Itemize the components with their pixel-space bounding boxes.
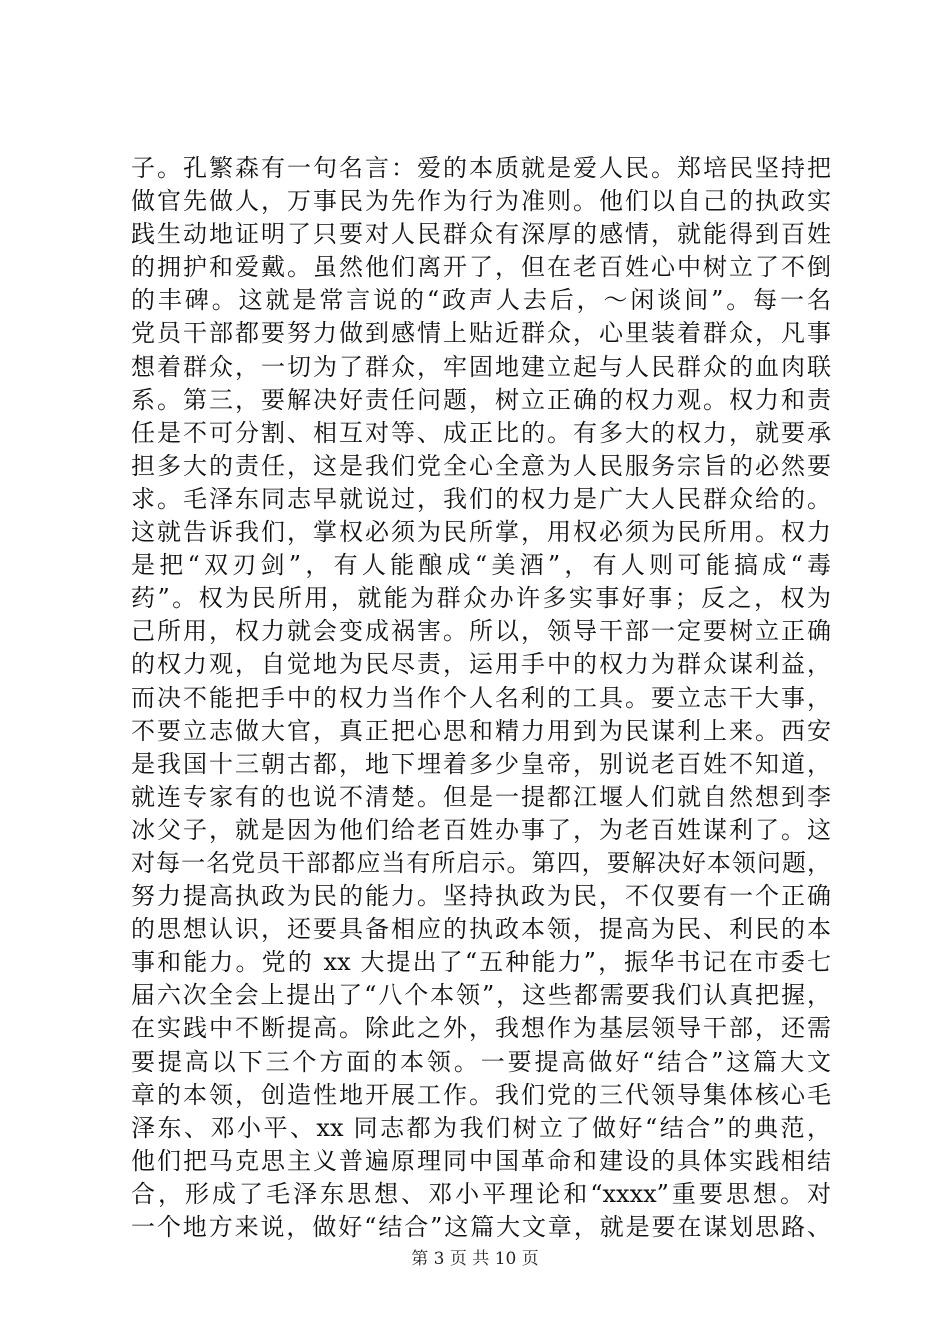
text-line: 泽东、邓小平、xx 同志都为我们树立了做好“结合”的典范， [131,1113,831,1142]
text-line: 药”。权为民所用，就能为群众办许多实事好事；反之，权为 [131,584,831,613]
text-line: 要提高以下三个方面的本领。一要提高做好“结合”这篇大文 [131,1047,831,1076]
text-line: 做官先做人，万事民为先作为行为准则。他们以自己的执政实 [131,187,831,216]
text-line: 努力提高执政为民的能力。坚持执政为民，不仅要有一个正确 [131,882,831,911]
text-line: 是我国十三朝古都，地下埋着多少皇帝，别说老百姓不知道， [131,749,831,778]
text-line: 己所用，权力就会变成祸害。所以，领导干部一定要树立正确 [131,617,831,646]
text-line: 的思想认识，还要具备相应的执政本领，提高为民、利民的本 [131,915,831,944]
text-line: 的丰碑。这就是常言说的“政声人去后，～闲谈间”。每一名 [131,286,831,315]
text-line: 子。孔繁森有一句名言：爱的本质就是爱人民。郑培民坚持把 [131,154,831,182]
page-number-label: 第 3 页 共 10 页 [411,1249,539,1269]
text-line: 在实践中不断提高。除此之外，我想作为基层领导干部，还需 [131,1014,831,1043]
text-line: 担多大的责任，这是我们党全心全意为人民服务宗旨的必然要 [131,451,831,480]
text-line: 不要立志做大官，真正把心思和精力用到为民谋利上来。西安 [131,716,831,745]
text-line: 系。第三，要解决好责任问题，树立正确的权力观。权力和责 [131,385,831,414]
text-line: 践生动地证明了只要对人民群众有深厚的感情，就能得到百姓 [131,220,831,249]
text-line: 任是不可分割、相互对等、成正比的。有多大的权力，就要承 [131,418,831,447]
text-line: 这就告诉我们，掌权必须为民所掌，用权必须为民所用。权力 [131,518,831,547]
text-line: 是把“双刃剑”，有人能酿成“美酒”，有人则可能搞成“毒 [131,551,831,580]
text-line: 一个地方来说，做好“结合”这篇大文章，就是要在谋划思路、 [131,1213,831,1241]
text-line: 的拥护和爱戴。虽然他们离开了，但在老百姓心中树立了不倒 [131,253,831,282]
text-line: 合，形成了毛泽东思想、邓小平理论和“xxxx”重要思想。对 [131,1179,831,1208]
text-line: 求。毛泽东同志早就说过，我们的权力是广大人民群众给的。 [131,484,831,513]
text-line: 而决不能把手中的权力当作个人名利的工具。要立志干大事， [131,683,831,712]
text-line: 的权力观，自觉地为民尽责，运用手中的权力为群众谋利益， [131,650,831,679]
text-line: 冰父子，就是因为他们给老百姓办事了，为老百姓谋利了。这 [131,815,831,844]
text-line: 章的本领，创造性地开展工作。我们党的三代领导集体核心毛 [131,1080,831,1109]
text-line: 想着群众，一切为了群众，牢固地建立起与人民群众的血肉联 [131,352,831,381]
text-line: 党员干部都要努力做到感情上贴近群众，心里装着群众，凡事 [131,319,831,348]
text-line: 届六次全会上提出了“八个本领”，这些都需要我们认真把握， [131,981,831,1010]
text-line: 事和能力。党的 xx 大提出了“五种能力”，振华书记在市委七 [131,948,831,977]
text-line: 他们把马克思主义普遍原理同中国革命和建设的具体实践相结 [131,1146,831,1175]
text-line: 就连专家有的也说不清楚。但是一提都江堰人们就自然想到李 [131,782,831,811]
body-text [131,152,831,1244]
text-line: 对每一名党员干部都应当有所启示。第四，要解决好本领问题， [131,848,831,877]
page-footer [0,1244,950,1269]
